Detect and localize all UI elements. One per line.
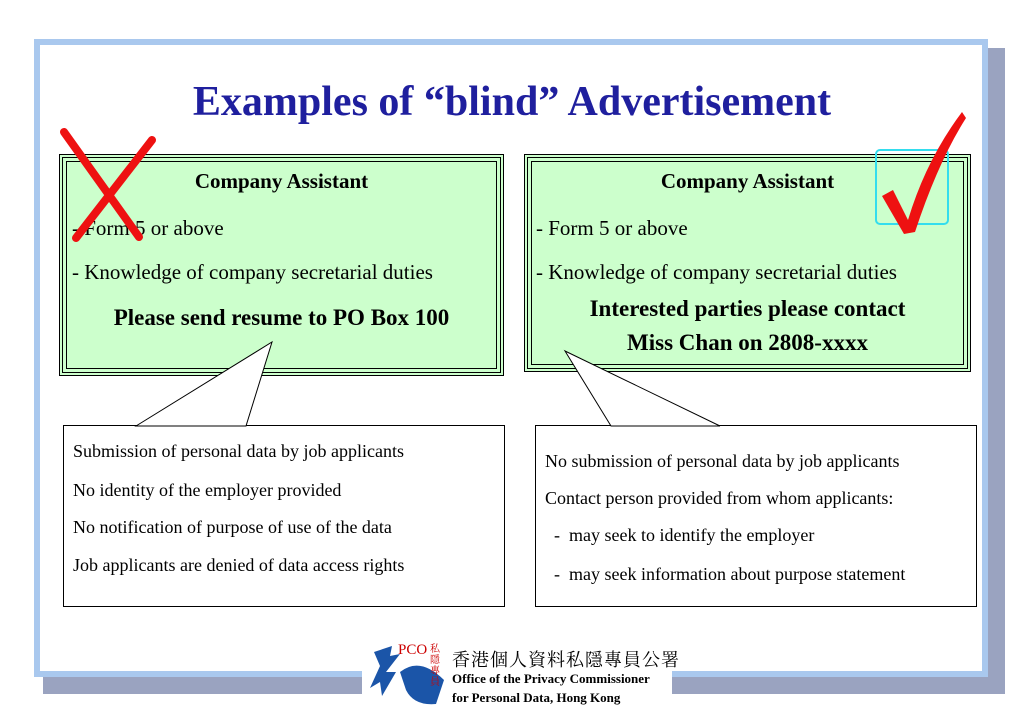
logo-pco: PCO (398, 642, 428, 658)
right-note-line1: No submission of personal data by job applicants (545, 451, 900, 471)
left-ad-action: Please send resume to PO Box 100 (113, 305, 450, 330)
logo-name-english-line1: Office of the Privacy Commissioner (452, 671, 650, 686)
left-note-line3: No notification of purpose of use of the data (73, 517, 392, 537)
left-note-line2: No identity of the employer provided (73, 480, 342, 500)
left-note-line1: Submission of personal data by job applicants (73, 441, 404, 461)
right-callout-pointer (565, 351, 720, 426)
cross-icon (64, 132, 152, 238)
left-note-line4: Job applicants are denied of data access rights (73, 555, 405, 575)
right-ad-heading: Company Assistant (660, 169, 835, 193)
right-ad-line2: - Knowledge of company secretarial duties (536, 260, 897, 284)
left-ad-line1: - Form 5 or above (72, 216, 224, 240)
right-ad-action-line1: Interested parties please contact (589, 296, 906, 321)
right-note-line4: - may seek information about purpose statement (545, 564, 906, 584)
right-note-line2: Contact person provided from whom applicants: (545, 488, 894, 508)
logo-name-chinese: 香港個人資料私隱專員公署 (452, 650, 680, 671)
left-callout-pointer (136, 342, 272, 426)
check-icon (882, 112, 966, 234)
right-note-line3: - may seek to identify the employer (545, 525, 815, 545)
right-ad-action-line2: Miss Chan on 2808-xxxx (627, 330, 868, 355)
logo-seal: 私隱專員 (430, 644, 440, 688)
slide-title: Examples of “blind” Advertisement (192, 79, 832, 125)
logo-name-english-line2: for Personal Data, Hong Kong (452, 690, 621, 705)
left-ad-line2: - Knowledge of company secretarial duties (72, 260, 433, 284)
left-ad-heading: Company Assistant (194, 169, 369, 193)
right-ad-line1: - Form 5 or above (536, 216, 688, 240)
